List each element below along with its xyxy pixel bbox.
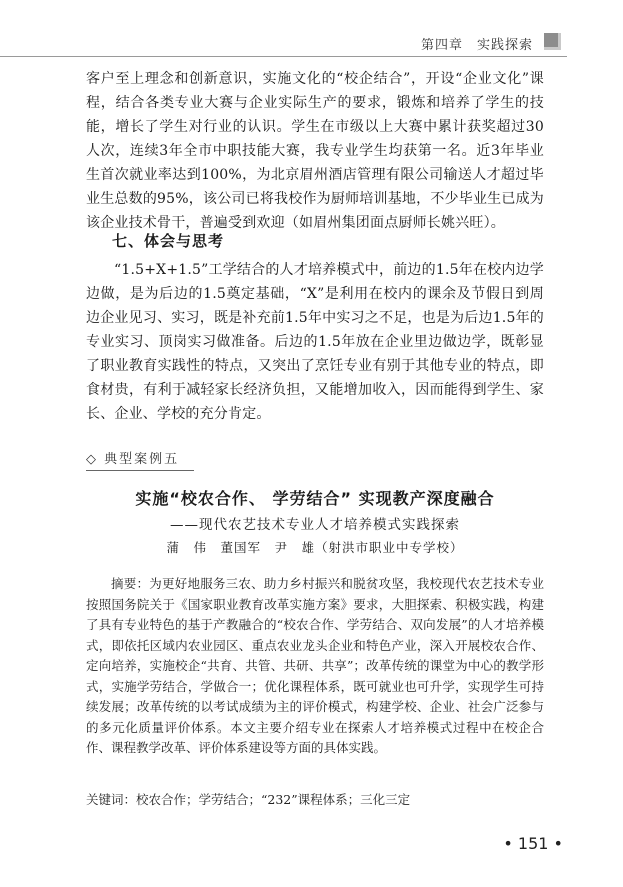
page-number: • 151 • [503, 834, 563, 853]
case-label-underline [86, 470, 194, 471]
article-title: 实施“校农合作、 学劳结合” 实现教产深度融合 [135, 489, 495, 508]
article-abstract: 摘要：为更好地服务三农、助力乡村振兴和脱贫攻坚，我校现代农艺技术专业按照国务院关于《国家职业教育改革实施方案》要求，大胆探索、积极实践，构建了具有专业特色的基于产教融合的“校农合作、学劳结合、双向发展”的人才培养模式，即依托区域内农业园区、重点农业龙头企业和特色产业，深入开展校农合作、定向培养，实施校企“共育、共管、共研、共享”；改革传统的课堂为中心的教学形式，实施学劳结合，学做合一；优化课程体系，既可就业也可升学，实现学生可持续发展；改革传统的以考试成绩为主的评价模式，构建学校、企业、社会广泛参与的多元化质量评价体系。本文主要介绍专业在探索人才培养模式过程中在校企合作、课程教学改革、评价体系建设等方面的具体实践。 [86, 576, 544, 755]
section-heading: 七、体会与思考 [112, 232, 225, 250]
header-divider [0, 56, 567, 57]
body-paragraph: “1.5+X+1.5”工学结合的人才培养模式中，前边的1.5年在校内边学边做，是为后边的1.5奠定基础，“X”是利用在校内的课余及节假日到周边企业见习、实习，既是补充前1.5年中实习之不足，也是为后边1.5年的专业实习、顶岗实习做准备。后边的1.5年放在企业里边做边学，既彰显了职业教育实践性的特点，又突出了烹饪专业有别于其他专业的特点，即食材贵，有利于减轻家长经济负担，又能增加收入，因而能得到学生、家长、企业、学校的充分肯定。 [86, 262, 544, 422]
chapter-marker [544, 33, 561, 50]
chapter-title: 第四章 实践探索 [420, 38, 533, 53]
case-label: ◇ 典型案例五 [86, 452, 180, 467]
article-subtitle: ——现代农艺技术专业人才培养模式实践探索 [170, 517, 460, 533]
article-keywords: 关键词：校农合作；学劳结合；“232”课程体系；三化三定 [86, 792, 411, 807]
body-paragraph: 客户至上理念和创新意识，实施文化的“校企结合”，开设“企业文化”课程，结合各类专业大赛与企业实际生产的要求，锻炼和培养了学生的技能，增长了学生对行业的认识。学生在市级以上大赛中累计获奖超过30人次，连续3年全市中职技能大赛，我专业学生均获第一名。近3年毕业生首次就业率达到100%，为北京眉州酒店管理有限公司输送人才超过毕业生总数的95%，该公司已将我校作为厨师培训基地，不少毕业生已成为该企业技术骨干，普遍受到欢迎（如眉州集团面点厨师长姚兴旺）。 [86, 71, 544, 231]
article-authors: 蒲 伟 董国军 尹 雄（射洪市职业中专学校） [166, 540, 464, 555]
